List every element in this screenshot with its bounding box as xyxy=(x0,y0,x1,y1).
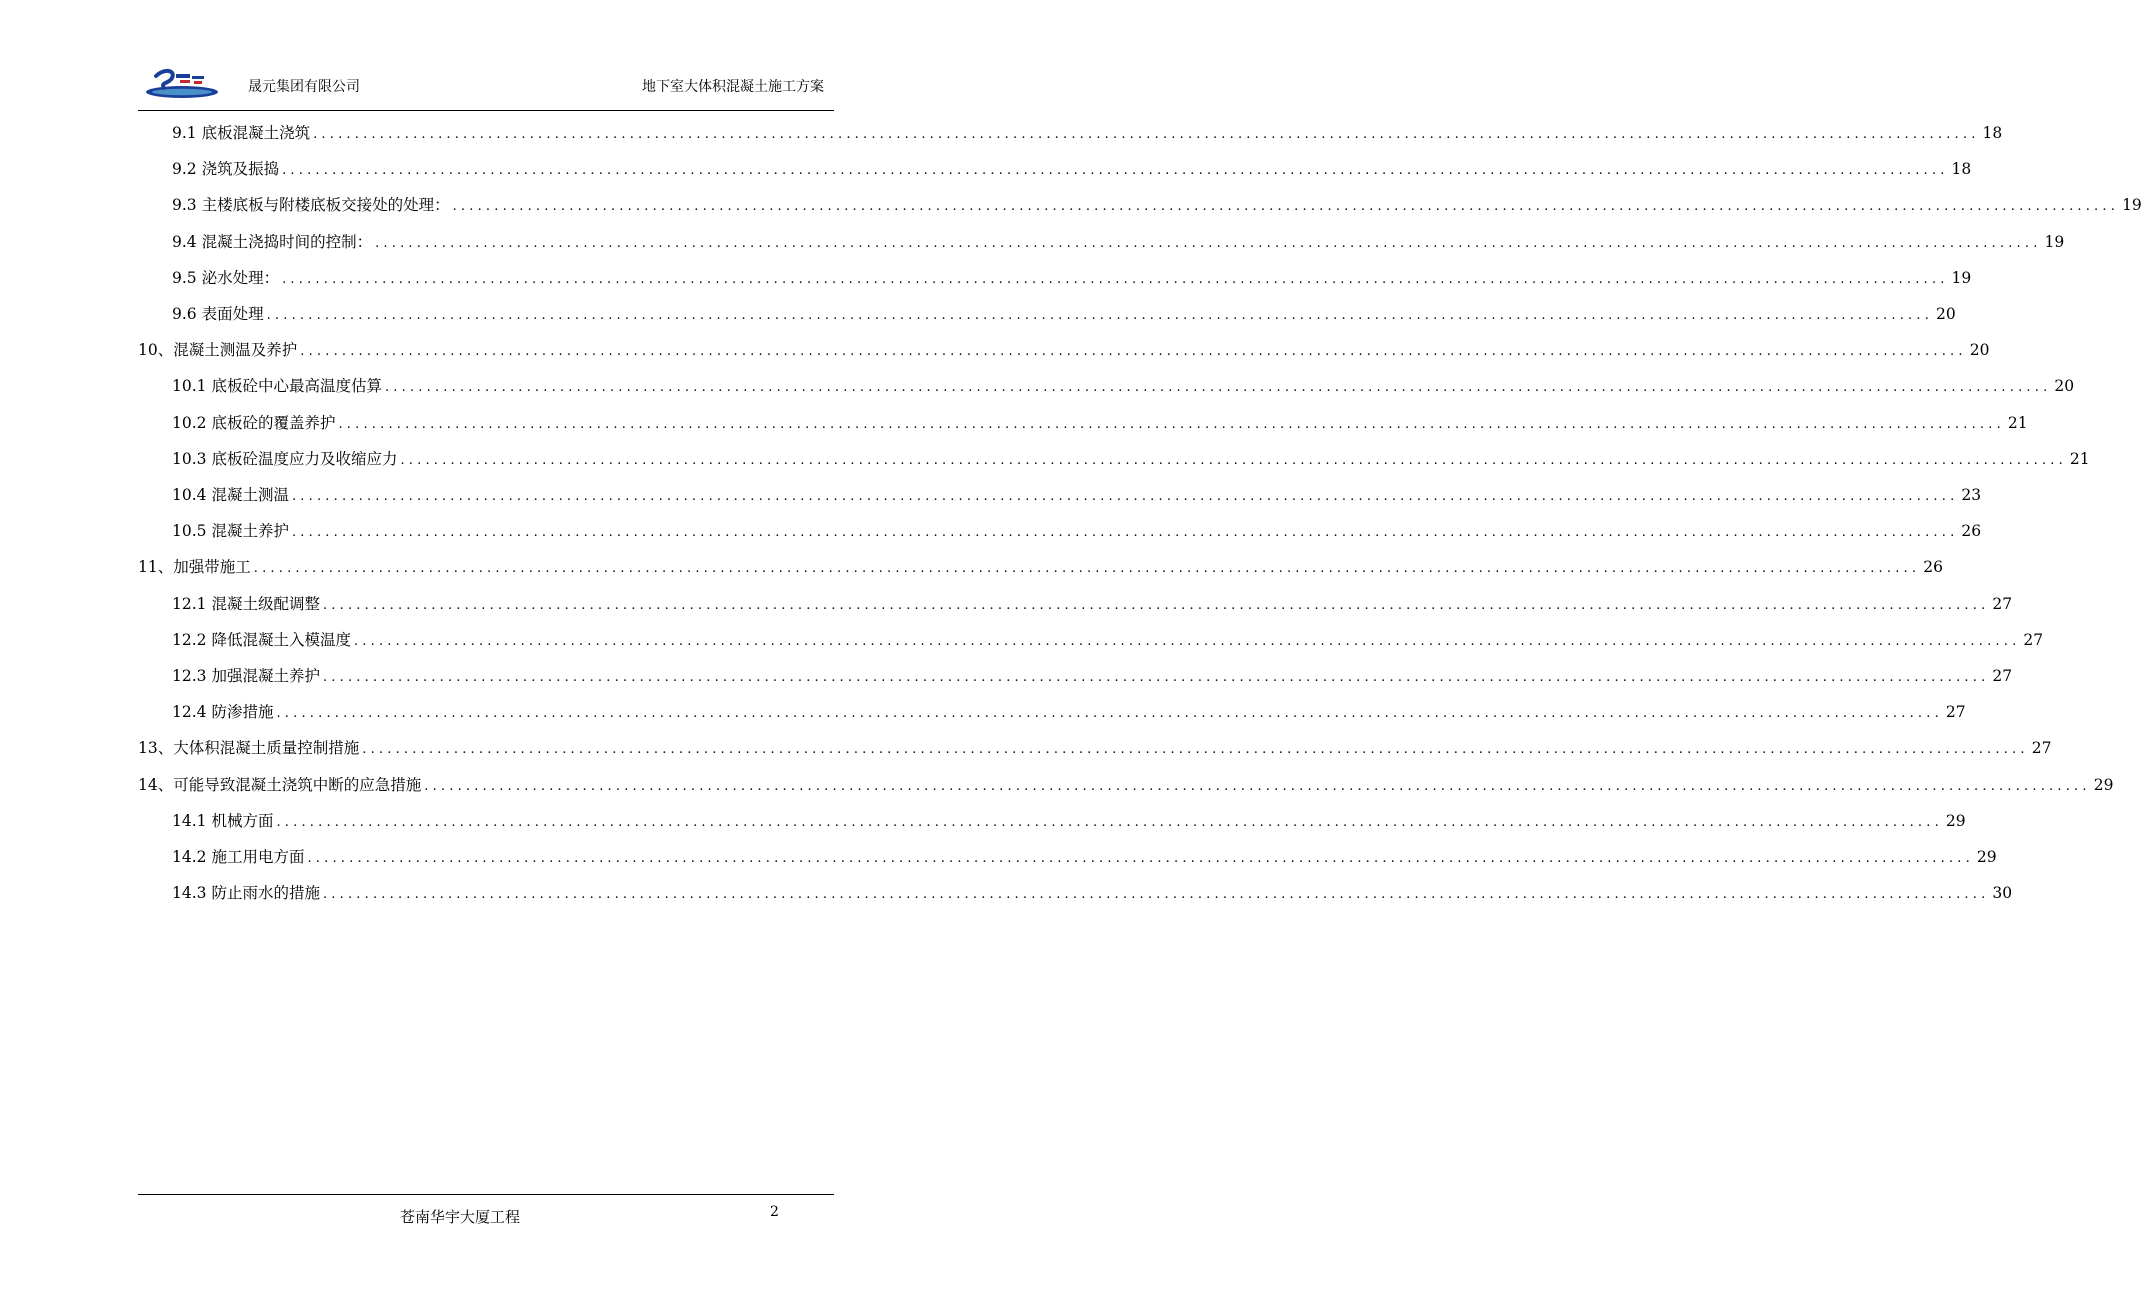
toc-leader-dots: ........................................................................................................................................................................................................ xyxy=(282,163,1949,179)
toc-entry[interactable] xyxy=(138,335,1990,365)
toc-entry-label: 14.2 施工用电方面 xyxy=(172,848,305,866)
toc-leader-dots: ........................................................................................................................................................................................................ xyxy=(276,814,1943,830)
toc-entry-page: 27 xyxy=(1945,703,1966,722)
toc-entry-page: 19 xyxy=(2122,196,2142,215)
toc-entry-page: 29 xyxy=(1976,848,1997,866)
toc-entry-label: 9.6 表面处理 xyxy=(172,305,264,323)
toc-entry-label: 12.3 加强混凝土养护 xyxy=(172,667,320,685)
toc-entry-label: 14、可能导致混凝土浇筑中断的应急措施 xyxy=(138,775,422,794)
toc-leader-dots: ........................................................................................................................................................................................................ xyxy=(375,235,2042,251)
toc-entry-page: 27 xyxy=(2023,630,2044,649)
toc-entry[interactable] xyxy=(172,806,1966,836)
toc-entry-label: 12.4 防渗措施 xyxy=(172,703,274,722)
toc-entry-page: 19 xyxy=(1951,268,1972,287)
toc-leader-dots: ........................................................................................................................................................................................................ xyxy=(282,271,1949,287)
footer-divider xyxy=(138,1194,834,1195)
toc-entry-label: 10.4 混凝土测温 xyxy=(172,486,289,504)
toc-entry[interactable] xyxy=(138,770,2114,800)
toc-entry[interactable] xyxy=(172,408,2028,438)
toc-entry-page: 18 xyxy=(1951,160,1972,179)
toc-entry[interactable] xyxy=(172,516,1982,546)
toc-leader-dots: ........................................................................................................................................................................................................ xyxy=(353,633,2021,649)
toc-entry[interactable] xyxy=(172,190,2142,220)
toc-entry-label: 9.4 混凝土浇捣时间的控制： xyxy=(172,232,373,251)
toc-entry-page: 19 xyxy=(2044,232,2065,251)
toc-entry-label: 11、加强带施工 xyxy=(138,558,251,577)
toc-entry-page: 21 xyxy=(2007,413,2028,432)
toc-leader-dots: ........................................................................................................................................................................................................ xyxy=(291,525,1959,541)
toc-leader-dots: ........................................................................................................................................................................................................ xyxy=(276,706,1943,722)
toc-entry[interactable] xyxy=(172,154,1972,184)
toc-entry-label: 10.2 底板砼的覆盖养护 xyxy=(172,413,336,432)
toc-entry-page: 29 xyxy=(2093,775,2114,794)
toc-entry-label: 10.1 底板砼中心最高温度估算 xyxy=(172,377,382,396)
toc-leader-dots: ........................................................................................................................................................................................................ xyxy=(291,489,1959,504)
toc-entry[interactable] xyxy=(172,299,1956,329)
toc-leader-dots: ........................................................................................................................................................................................................ xyxy=(313,127,1980,142)
toc-entry-label: 12.1 混凝土级配调整 xyxy=(172,594,320,613)
toc-entry[interactable] xyxy=(172,697,1966,727)
toc-leader-dots: ........................................................................................................................................................................................................ xyxy=(452,199,2120,215)
toc-entry-label: 14.3 防止雨水的措施 xyxy=(172,884,320,903)
toc-leader-dots: ........................................................................................................................................................................................................ xyxy=(307,851,1974,866)
toc-entry[interactable] xyxy=(172,118,2003,148)
toc-entry[interactable] xyxy=(172,589,2013,619)
toc-entry-label: 9.3 主楼底板与附楼底板交接处的处理： xyxy=(172,196,450,215)
toc-entry-label: 10.3 底板砼温度应力及收缩应力 xyxy=(172,449,398,468)
toc-entry[interactable] xyxy=(172,661,2013,691)
toc-entry[interactable] xyxy=(138,733,2052,763)
document-title: 地下室大体积混凝土施工方案 xyxy=(642,79,824,95)
toc-entry[interactable] xyxy=(172,842,1997,872)
toc-entry-page: 26 xyxy=(1923,558,1943,577)
company-name: 晟元集团有限公司 xyxy=(248,79,360,95)
page-header xyxy=(138,64,834,111)
toc-entry-page: 21 xyxy=(2069,449,2090,468)
toc-leader-dots: ........................................................................................................................................................................................................ xyxy=(338,416,2005,432)
toc-entry-page: 30 xyxy=(1992,884,2013,903)
toc-entry-label: 13、大体积混凝土质量控制措施 xyxy=(138,739,360,758)
toc-entry-label: 12.2 降低混凝土入模温度 xyxy=(172,630,351,649)
toc-entry-page: 27 xyxy=(1992,594,2013,613)
toc-entry-page: 18 xyxy=(1982,124,2003,142)
toc-entry-label: 9.1 底板混凝土浇筑 xyxy=(172,124,311,142)
toc-leader-dots: ........................................................................................................................................................................................................ xyxy=(400,452,2067,468)
toc-leader-dots: ........................................................................................................................................................................................................ xyxy=(322,670,1990,685)
toc-entry[interactable] xyxy=(138,552,1943,582)
toc-entry-page: 23 xyxy=(1961,486,1982,504)
toc-entry-label: 10、混凝土测温及养护 xyxy=(138,341,298,360)
toc-entry-page: 20 xyxy=(1936,305,1956,323)
toc-entry-page: 27 xyxy=(1992,667,2013,685)
toc-entry-page: 29 xyxy=(1945,811,1966,830)
toc-entry-page: 26 xyxy=(1961,522,1982,541)
company-logo-icon xyxy=(142,68,222,102)
toc-entry-label: 10.5 混凝土养护 xyxy=(172,522,289,541)
footer-project-name: 苍南华宇大厦工程 xyxy=(399,1208,520,1226)
toc-entry-page: 20 xyxy=(1969,341,1990,360)
toc-entry[interactable] xyxy=(172,227,2065,257)
toc-leader-dots: ........................................................................................................................................................................................................ xyxy=(322,887,1990,903)
toc-entry[interactable] xyxy=(172,625,2044,655)
toc-entry-label: 14.1 机械方面 xyxy=(172,811,274,830)
page-number: 2 xyxy=(770,1204,779,1220)
toc-entry[interactable] xyxy=(172,371,2075,401)
toc-entry-label: 9.5 泌水处理： xyxy=(172,268,280,287)
toc-entry[interactable] xyxy=(172,480,1982,510)
toc-entry[interactable] xyxy=(172,263,1972,293)
toc-leader-dots: ........................................................................................................................................................................................................ xyxy=(424,778,2091,794)
toc-leader-dots: ........................................................................................................................................................................................................ xyxy=(384,380,2052,396)
toc-leader-dots: ........................................................................................................................................................................................................ xyxy=(322,597,1990,613)
toc-entry-page: 27 xyxy=(2031,739,2052,758)
toc-leader-dots: ........................................................................................................................................................................................................ xyxy=(362,742,2029,758)
toc-entry[interactable] xyxy=(172,878,2013,908)
toc-leader-dots: ........................................................................................................................................................................................................ xyxy=(253,561,1921,577)
toc-entry-page: 20 xyxy=(2054,377,2075,396)
toc-leader-dots: ........................................................................................................................................................................................................ xyxy=(266,308,1934,323)
toc-leader-dots: ........................................................................................................................................................................................................ xyxy=(300,344,1967,360)
toc-entry-label: 9.2 浇筑及振捣 xyxy=(172,160,280,179)
toc-entry[interactable] xyxy=(172,444,2090,474)
